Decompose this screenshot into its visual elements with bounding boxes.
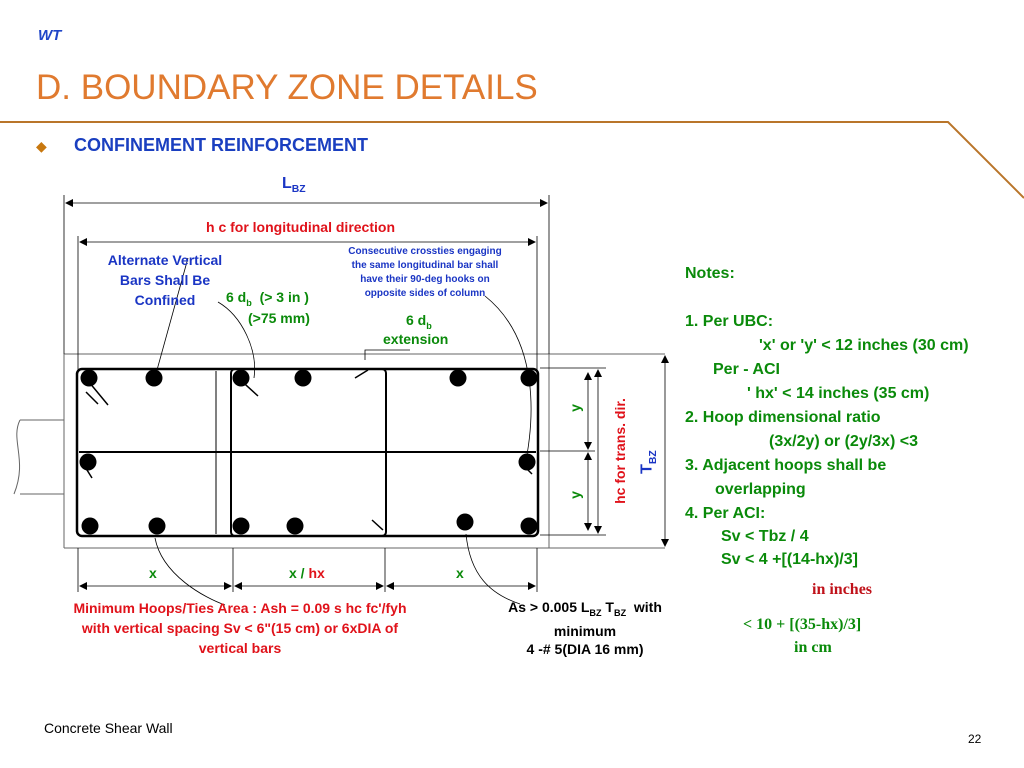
section-subtitle: CONFINEMENT REINFORCEMENT	[74, 135, 368, 155]
tbz-label: $T_{BZ}$	[638, 450, 659, 474]
hooks	[82, 370, 532, 530]
metric-formula: < 10 + [(35-hx)/3]	[743, 616, 862, 633]
note-line: Sv < Tbz / 4	[721, 528, 809, 545]
x-hx-mid-label: x / hx	[289, 565, 325, 581]
notes-heading: Notes:	[685, 265, 735, 282]
extension-6db-label: 6 $d_b$	[406, 312, 432, 331]
note-line: (3x/2y) or (2y/3x) <3	[769, 433, 918, 450]
page-title: D. BOUNDARY ZONE DETAILS	[36, 68, 538, 107]
x-right-label: x	[456, 565, 464, 581]
diamond-bullet-icon: ◆	[36, 138, 47, 154]
dimension-hc-trans	[540, 368, 606, 535]
in-inches-label: in inches	[812, 581, 873, 598]
note-line: 'x' or 'y' < 12 inches (30 cm)	[759, 337, 969, 354]
in-cm-label: in cm	[794, 639, 832, 656]
hook-75mm-label: (>75 mm)	[248, 310, 310, 326]
y-bottom-label: y	[566, 491, 583, 499]
hoops	[77, 369, 538, 536]
extension-label: extension	[383, 331, 449, 347]
lbz-label: $L_{BZ}$	[282, 175, 306, 196]
note-line: Sv < 4 +[(14-hx)/3]	[721, 551, 858, 568]
leader-lines	[155, 258, 531, 605]
wt-tag: WT	[38, 27, 62, 44]
minimum-hoops-note: Minimum Hoops/Ties Area : Ash = 0.09 s hc fc'/fyh with vertical spacing Sv < 6"(15 cm) or 6xDIA of vertical bars	[73, 600, 407, 656]
note-line: ' hx' < 14 inches (35 cm)	[747, 385, 930, 402]
hc-transverse-label: hc for trans. dir.	[612, 398, 628, 504]
note-line: 3. Adjacent hoops shall be	[685, 457, 887, 474]
note-line: 1. Per UBC:	[685, 313, 774, 330]
hook-6db-label: 6 $d_b$ (> 3 in )	[226, 289, 309, 308]
hc-longitudinal-label: h c for longitudinal direction	[206, 219, 395, 235]
page-number: 22	[968, 732, 982, 746]
crossties-note: Consecutive crossties engaging the same longitudinal bar shall have their 90-deg hooks on opposite sides of column	[348, 246, 502, 299]
alternate-vertical-note: Alternate Vertical Bars Shall Be Confined	[107, 252, 223, 308]
y-top-label: y	[566, 404, 583, 412]
note-line: overlapping	[715, 481, 806, 498]
note-line: 2. Hoop dimensional ratio	[685, 409, 881, 426]
note-line: Per - ACI	[713, 361, 780, 378]
title-rule-line	[0, 122, 1024, 198]
footer-text: Concrete Shear Wall	[44, 720, 173, 736]
note-line: 4. Per ACI:	[685, 505, 766, 522]
dimension-y	[540, 373, 595, 530]
as-minimum-note: As > 0.005 $L_{BZ}$ $T_{BZ}$ with minimum 4 -# 5(DIA 16 mm)	[508, 599, 662, 657]
x-left-label: x	[149, 565, 157, 581]
